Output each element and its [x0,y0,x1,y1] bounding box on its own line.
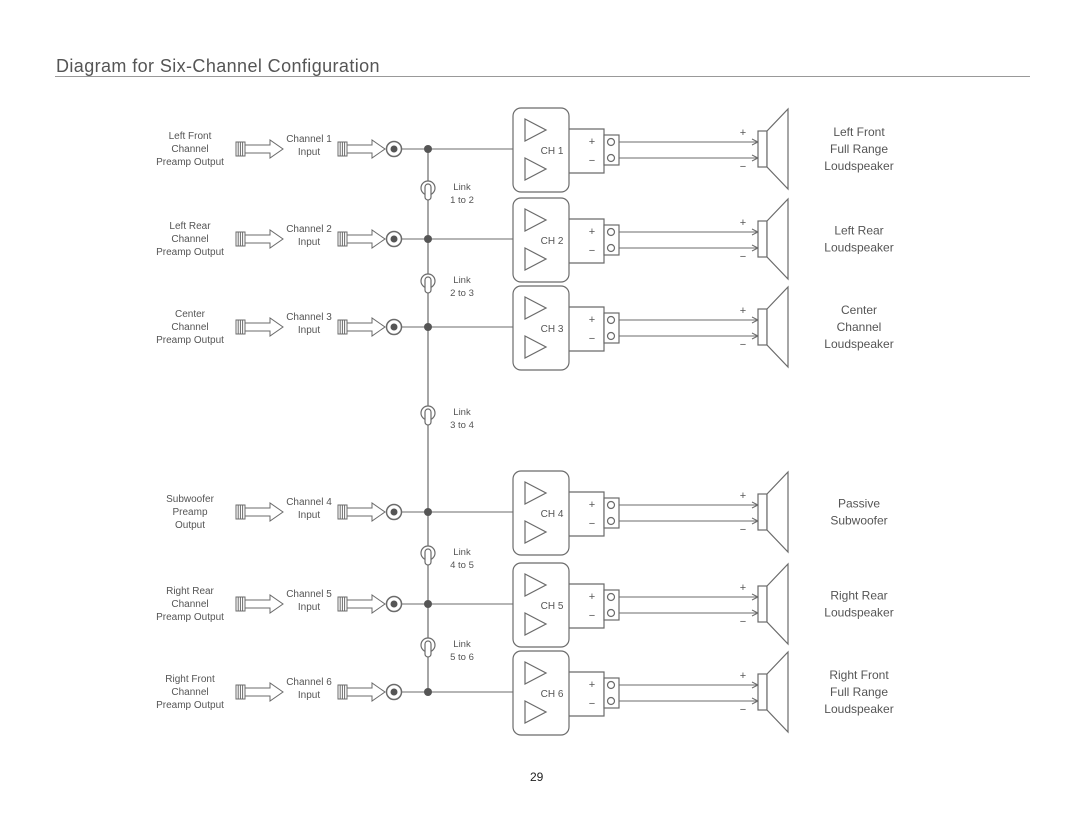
speaker-label: Loudspeaker [824,337,894,351]
terminal-minus-sign: − [588,610,596,622]
speaker-minus-sign: − [739,251,747,263]
channel-input-label: Channel 4 [286,497,332,508]
terminal-plus-sign: + [588,499,596,511]
speaker-plus-sign: + [739,217,747,229]
channel-input-label: Input [297,510,321,521]
source-label: Preamp Output [156,247,224,258]
channel-input-label: Input [297,237,321,248]
speaker-label: Full Range [829,142,889,156]
speaker-label: Loudspeaker [824,605,894,620]
terminal-screw-icon [608,155,615,162]
source-label: Subwoofer [166,494,214,505]
loudspeaker-icon [758,472,788,552]
channel-input-label: Input [297,147,321,158]
link-switch-icon [421,406,435,425]
terminal-housing [569,584,604,628]
rca-jack-center [391,601,398,608]
terminal-minus-sign: − [588,155,596,167]
rca-jack-center [391,236,398,243]
speaker-label: Loudspeaker [824,702,894,716]
source-label: Channel [171,599,209,610]
link-label: Link [453,547,471,558]
channel-input-label: Input [297,690,321,701]
speaker-minus-sign: − [739,616,747,628]
input-plug-arrow [338,230,385,248]
speaker-label: Left Rear [834,223,884,238]
terminal-housing [569,129,604,173]
loudspeaker-icon [758,287,788,367]
speaker-label: Channel [836,320,882,334]
terminal-minus-sign: − [588,698,596,710]
loudspeaker-icon [758,564,788,644]
loudspeaker-icon [758,199,788,279]
terminal-screw-icon [608,518,615,525]
source-label: Preamp Output [156,157,224,168]
amp-channel-label: CH 4 [540,509,564,520]
source-label: Preamp Output [156,612,224,623]
speaker-minus-sign: − [739,524,747,536]
input-plug-arrow [338,318,385,336]
speaker-label: Subwoofer [830,513,888,528]
terminal-screw-icon [608,245,615,252]
terminal-plus-sign: + [588,136,596,148]
terminal-housing [569,672,604,716]
loudspeaker-icon [758,652,788,732]
terminal-plus-sign: + [588,679,596,691]
link-switch-icon [421,546,435,565]
channel-input-label: Channel 3 [286,312,332,323]
input-plug-arrow [338,683,385,701]
preamp-plug-arrow [236,595,283,613]
terminal-plus-sign: + [588,226,596,238]
speaker-minus-sign: − [739,704,747,716]
link-label: Link [453,275,471,286]
terminal-screw-icon [608,333,615,340]
page-title: Diagram for Six-Channel Configuration [56,56,380,76]
channel-input-label: Input [297,325,321,336]
amp-channel-label: CH 6 [540,689,564,700]
speaker-label: Loudspeaker [824,159,894,173]
source-label: Right Front [165,674,215,685]
terminal-housing [569,307,604,351]
channel-input-label: Channel 2 [286,224,332,235]
source-label: Left Rear [169,221,211,232]
terminal-housing [569,219,604,263]
speaker-label: Center [840,303,878,317]
speaker-plus-sign: + [739,490,747,502]
terminal-plus-sign: + [588,591,596,603]
link-label: Link [453,407,471,418]
terminal-screw-icon [608,610,615,617]
bus-junction-dot [424,508,432,516]
source-label: Center [174,309,206,320]
terminal-screw-icon [608,139,615,146]
link-label: 1 to 2 [450,195,474,206]
terminal-screw-icon [608,594,615,601]
link-label: Link [453,639,471,650]
terminal-screw-icon [608,502,615,509]
page-number: 29 [530,770,544,784]
terminal-plus-sign: + [588,314,596,326]
rca-jack-center [391,509,398,516]
source-label: Preamp [172,507,208,518]
bus-junction-dot [424,145,432,153]
channel-input-label: Channel 6 [286,677,332,688]
source-label: Preamp Output [156,335,224,346]
speaker-plus-sign: + [739,305,747,317]
preamp-plug-arrow [236,230,283,248]
rca-jack-center [391,324,398,331]
terminal-screw-icon [608,229,615,236]
terminal-screw-icon [608,317,615,324]
speaker-label: Full Range [829,685,889,699]
source-label: Output [174,520,206,531]
link-switch-icon [421,638,435,657]
link-label: 5 to 6 [450,652,474,663]
loudspeaker-icon [758,109,788,189]
input-plug-arrow [338,595,385,613]
speaker-plus-sign: + [739,670,747,682]
rca-jack-center [391,146,398,153]
input-plug-arrow [338,140,385,158]
source-label: Channel [171,687,209,698]
channel-input-label: Channel 1 [286,134,332,145]
link-switch-icon [421,181,435,200]
speaker-minus-sign: − [739,339,747,351]
speaker-plus-sign: + [739,582,747,594]
preamp-plug-arrow [236,318,283,336]
link-switch-icon [421,274,435,293]
speaker-plus-sign: + [739,127,747,139]
bus-junction-dot [424,323,432,331]
preamp-plug-arrow [236,683,283,701]
channel-input-label: Input [297,602,321,613]
terminal-screw-icon [608,698,615,705]
source-label: Right Rear [166,586,214,597]
channel-input-label: Channel 5 [286,589,332,600]
source-label: Channel [171,234,209,245]
link-label: 2 to 3 [450,288,474,299]
amp-channel-label: CH 5 [540,601,564,612]
link-label: 4 to 5 [450,560,474,571]
bus-junction-dot [424,235,432,243]
terminal-minus-sign: − [588,333,596,345]
terminal-minus-sign: − [588,518,596,530]
terminal-screw-icon [608,682,615,689]
preamp-plug-arrow [236,140,283,158]
rca-jack-center [391,689,398,696]
preamp-plug-arrow [236,503,283,521]
speaker-label: Right Rear [830,588,888,603]
amp-channel-label: CH 3 [540,324,564,335]
source-label: Channel [171,322,209,333]
source-label: Left Front [168,131,212,142]
input-plug-arrow [338,503,385,521]
source-label: Preamp Output [156,700,224,711]
bus-junction-dot [424,600,432,608]
speaker-label: Loudspeaker [824,240,894,255]
link-label: 3 to 4 [450,420,474,431]
speaker-label: Passive [837,496,881,511]
speaker-minus-sign: − [739,161,747,173]
speaker-label: Left Front [833,125,885,139]
amp-channel-label: CH 1 [540,146,564,157]
speaker-label: Right Front [829,668,889,682]
terminal-minus-sign: − [588,245,596,257]
bus-junction-dot [424,688,432,696]
terminal-housing [569,492,604,536]
amp-channel-label: CH 2 [540,236,564,247]
link-label: Link [453,182,471,193]
source-label: Channel [171,144,209,155]
